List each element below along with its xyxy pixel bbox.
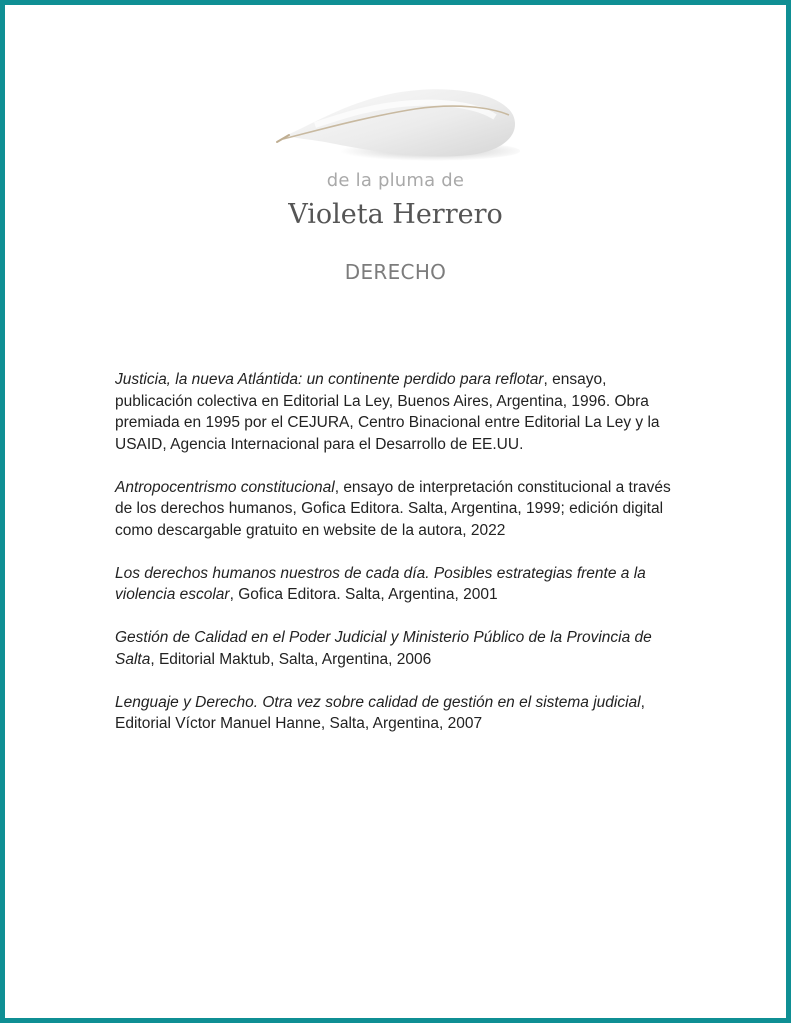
work-title: Antropocentrismo constitucional xyxy=(115,478,335,496)
work-item xyxy=(115,692,680,735)
work-details: , Editorial Maktub, Salta, Argentina, 2006 xyxy=(150,650,432,668)
work-item xyxy=(115,477,680,542)
work-title: Lenguaje y Derecho. Otra vez sobre calidad de gestión en el sistema judicial xyxy=(115,693,641,711)
work-details: , ensayo, publicación colectiva en Editorial La Ley, Buenos Aires, Argentina, 1996. Obra premiada en 1995 por el CEJURA, Centro Binacional entre Editorial La Ley y la USAID, Agencia Internacional para el Desarrollo de EE.UU. xyxy=(115,371,660,453)
section-title: DERECHO xyxy=(344,260,447,284)
feather-icon xyxy=(275,85,525,167)
work-details: , Gofica Editora. Salta, Argentina, 2001 xyxy=(229,586,498,603)
work-title: Gestión de Calidad en el Poder Judicial y Ministerio Público de la Provincia de Salta xyxy=(115,629,652,668)
work-item xyxy=(115,563,680,606)
work-details: , Editorial Víctor Manuel Hanne, Salta, Argentina, 2007 xyxy=(115,693,645,732)
author-name: Violeta Herrero xyxy=(288,199,503,230)
work-item xyxy=(115,369,680,455)
work-title: Los derechos humanos nuestros de cada día. Posibles estrategias frente a la violencia escolar xyxy=(115,564,646,603)
byline-subtitle: de la pluma de xyxy=(326,170,465,191)
works-list xyxy=(115,369,680,756)
work-item xyxy=(115,627,680,670)
work-details: , ensayo de interpretación constitucional a través de los derechos humanos, Gofica Editora. Salta, Argentina, 1999; edición digital como descargable gratuito en website de la autora, 2022 xyxy=(115,478,671,539)
work-title: Justicia, la nueva Atlántida: un continente perdido para reflotar xyxy=(115,371,544,388)
